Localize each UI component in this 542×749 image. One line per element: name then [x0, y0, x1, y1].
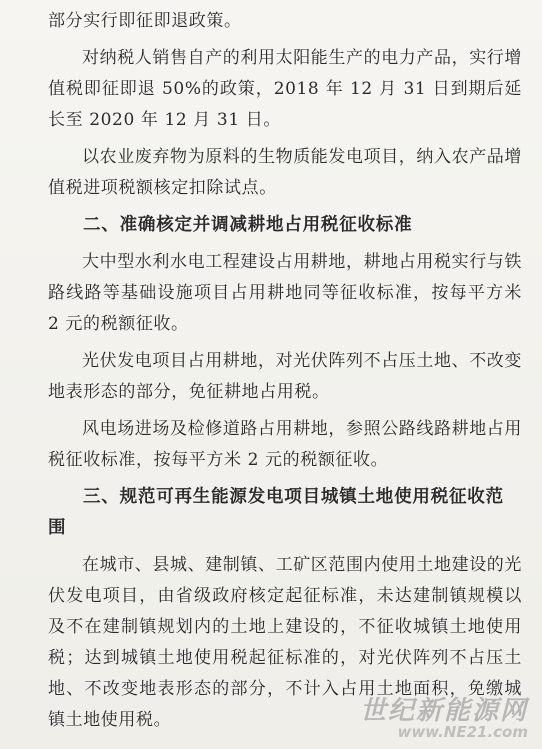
section-heading: 三、规范可再生能源发电项目城镇土地使用税征收范围: [48, 487, 504, 538]
paragraph: 以农业废弃物为原料的生物质能发电项目，纳入农产品增值税进项税额核定扣除试点。: [48, 147, 522, 198]
paragraph: 光伏发电项目占用耕地，对光伏阵列不占压土地、不改变地表形态的部分，免征耕地占用税。: [48, 351, 522, 402]
paragraph: 在城市、县城、建制镇、工矿区范围内使用土地建设的光伏发电项目，由省级政府核定起征标准，未达建制镇规模以及不在建制镇规划内的土地上建设的，不征收城镇土地使用税；达到城镇土地使用税起征标准的，对光伏阵列不占压土地、不改变地表形态的部分，不计入占用土地面积，免缴城镇土地使用税。: [48, 555, 522, 730]
document-body: [48, 6, 522, 742]
paragraph: 部分实行即征即退政策。: [48, 11, 242, 31]
paragraph: 风电场进场及检修道路占用耕地，参照公路线路耕地占用税征收标准，按每平方米 2 元的税额征收。: [48, 419, 522, 470]
paragraph: 大中型水利水电工程建设占用耕地，耕地占用税实行与铁路线路等基础设施项目占用耕地同等征收标准，按每平方米 2 元的税额征收。: [48, 252, 522, 334]
watermark-name: 世纪新能源网: [359, 696, 528, 726]
paragraph: 对纳税人销售自产的利用太阳能生产的电力产品，实行增值税即征即退 50%的政策，2018 年 12 月 31 日到期后延长至 2020 年 12 月 31 日。: [48, 48, 522, 130]
site-watermark: [328, 690, 528, 741]
section-heading: 二、准确核定并调减耕地占用税征收标准: [83, 215, 413, 235]
watermark-url: www.NE21.com: [397, 723, 528, 741]
